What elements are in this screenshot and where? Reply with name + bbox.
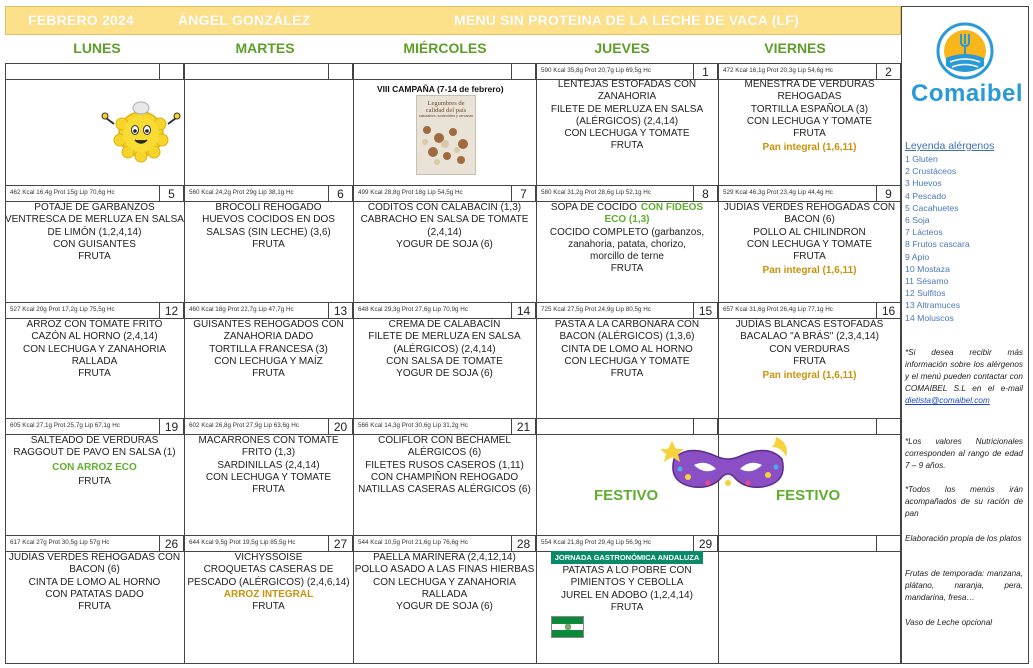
nutrition-values: 644 Kcal 9,5g Prot 19,5g Lip 85,5g Hc (189, 539, 296, 546)
dish-highlight: ARROZ INTEGRAL (223, 588, 314, 600)
dish-line: FRUTA (252, 238, 285, 250)
dish-line: (ALÉRGICOS) (2,4,14) (393, 343, 496, 355)
column-divider (718, 63, 719, 664)
dietitian-email-link[interactable]: dietista@comaibel.com (905, 396, 990, 405)
dish-line: ZANAHORIA (597, 91, 657, 103)
dish-line: POTAJE DE GARBANZOS (34, 202, 155, 213)
dish-line: CON CHAMPIÑON REHOGADO (370, 471, 519, 483)
nutrition-values: 529 Kcal 46,3g Prot 23,4g Lip 44,4g Hc (723, 189, 833, 196)
dish-line: FRUTA (252, 368, 285, 380)
dish-line: YOGUR DE SOJA (6) (396, 601, 493, 613)
date-number: 20 (328, 419, 352, 434)
allergen-item: 6 Soja (905, 215, 930, 226)
header-student-name: ÁNGEL GONZÁLEZ (178, 12, 311, 28)
dish-line: CON PATATAS DADO (45, 588, 144, 600)
nutrition-values: 472 Kcal 16,1g Prot 20,3g Lip 54,6g Hc (723, 67, 833, 74)
allergen-item: 1 Gluten (905, 154, 938, 164)
bread-note-inline: Pan integral (1,6,11) (762, 265, 857, 277)
date-number: 16 (876, 303, 900, 318)
dish-line: RAGGOUT DE PAVO EN SALSA (1) (13, 447, 176, 459)
nutrition-values: 560 Kcal 24,2g Prot 29g Lip 38,1g Hc (189, 189, 294, 196)
nutrition-values: 657 Kcal 31,6g Prot 26,4g Lip 77,1g Hc (723, 306, 833, 313)
day-label-thursday: JUEVES (594, 40, 650, 56)
dish-line: (ALÉRGICOS) (2,4,14) (575, 115, 679, 127)
dish-line: CON LECHUGA Y ZANAHORIA (23, 343, 166, 355)
dish-line: FRUTA (78, 601, 111, 613)
dish-line: ZANAHORIA DADO (223, 331, 314, 343)
dish-line: HUEVOS COCIDOS EN DOS (202, 214, 335, 226)
dish-line: FRUTA (78, 475, 111, 487)
date-number: 5 (159, 186, 183, 201)
column-divider (353, 63, 354, 664)
allergen-item: 5 Cacahuetes (905, 202, 959, 213)
dish-line: FRUTA (793, 128, 826, 140)
dish-line: SALTEADO DE VERDURAS (30, 435, 159, 446)
nutrition-values: 566 Kcal 14,3g Prot 30,6g Lip 31,2g Hc (358, 422, 468, 429)
nutrition-values: 499 Kcal 28,8g Prot 18g Lip 54,5g Hc (358, 189, 463, 196)
dish-line: FRUTA (793, 355, 826, 367)
nutrition-values: 462 Kcal 16,4g Prot 15g Lip 70,6g Hc (10, 189, 115, 196)
optional-milk-note: Vaso de Leche opcional (905, 618, 993, 627)
dish-line: ALÉRGICOS (6) (407, 447, 482, 459)
allergen-item: 14 Moluscos (905, 312, 954, 323)
dish-line: VICHYSSOISE (234, 552, 303, 563)
dish-line: BACON (6) (69, 564, 120, 576)
bread-note-inline: Pan integral (1,6,11) (762, 142, 857, 154)
dish-line: YOGUR DE SOJA (6) (396, 368, 493, 380)
dish-line: GUISANTES REHOGADOS CON (193, 319, 344, 330)
dish-line: TORTILLA ESPAÑOLA (3) (750, 103, 869, 115)
nutrition-values: 554 Kcal 21,8g Prot 29,4g Lip 56,9g Hc (541, 539, 651, 546)
allergen-item: 10 Mostaza (905, 263, 950, 274)
dish-line: PATATAS A LO POBRE CON (562, 565, 692, 576)
dish-line: LENTEJAS ESTOFADAS CON (557, 79, 697, 90)
event-badge: JORNADA GASTRONÓMICA ANDALUZA (551, 551, 704, 564)
bread-note: *Todos los menús irán acompañados de su ración de pan (905, 485, 1023, 518)
dish-line: (2,4,14) (427, 226, 462, 238)
date-number: 8 (693, 186, 717, 201)
seasonal-fruit-note: Frutas de temporada: manzana, plátano, naranja, pera, mandarina, fresa… (905, 569, 1023, 602)
date-number: 13 (328, 303, 352, 318)
dish-line: CREMA DE CALABACÍN (388, 319, 501, 330)
dish-line: morcillo de terne (590, 251, 664, 263)
dish-line: POLLO ASADO A LAS FINAS HIERBAS (354, 564, 535, 576)
dish-line: CINTA DE LOMO AL HORNO (561, 343, 693, 355)
allergen-item: 2 Crustáceos (905, 166, 957, 177)
dish-line: PAELLA MARINERA (2,4,12,14) (373, 552, 516, 563)
nutrition-values: 544 Kcal 10,5g Prot 21,6g Lip 76,6g Hc (358, 539, 468, 546)
allergen-item: 4 Pescado (905, 190, 947, 201)
dish-line: DE LIMÓN (1,2,4,14) (47, 226, 142, 238)
allergen-legend-title: Leyenda alérgenos (905, 140, 995, 152)
bread-note-inline: Pan integral (1,6,11) (762, 370, 857, 382)
dish-line: CON LECHUGA Y ZANAHORIA (373, 576, 516, 588)
allergen-item: 9 Apio (905, 251, 930, 262)
dish-text: SOPA DE COCIDO (550, 202, 637, 213)
dish-line: zanahoria, patata, chorizo, (568, 238, 686, 250)
dish-line: CON LECHUGA Y TOMATE (746, 115, 873, 127)
nutrition-values: 602 Kcal 26,8g Prot 27,9g Lip 63,6g Hc (189, 422, 299, 429)
dish-line: CON LECHUGA Y MAÍZ (214, 355, 323, 367)
dish-line: REHOGADAS (777, 91, 842, 103)
dish-line: JUDÍAS VERDES REHOGADAS CON (8, 552, 181, 563)
dish-line: CON LECHUGA Y TOMATE (564, 355, 690, 367)
dish-line: COCIDO COMPLETO (garbanzos, (549, 226, 705, 238)
dish-line: FRUTA (78, 251, 111, 263)
dish-line: COLIFLOR CON BECHAMEL (378, 435, 511, 446)
day-label-tuesday: MARTES (235, 40, 295, 56)
dish-line: JUREL EN ADOBO (1,2,4,14) (561, 589, 693, 601)
weekday-header-row (5, 36, 901, 62)
dish-line: FRUTA (252, 484, 285, 496)
day-label-wednesday: MIÉRCOLES (403, 40, 487, 56)
column-divider (184, 63, 185, 664)
dish-line: BACON (ALÉRGICOS) (1,3,6) (559, 331, 695, 343)
eco-label: ECO (1,3) (604, 214, 650, 226)
dish-line: ARROZ CON TOMATE FRITO (26, 319, 163, 330)
date-number: 7 (511, 186, 535, 201)
dish-line: FILETE DE MERLUZA EN SALSA (550, 103, 704, 115)
dish-line: PIMIENTOS Y CEBOLLA (570, 577, 684, 589)
nutrition-values: 617 Kcal 27g Prot 30,5g Lip 57g Hc (10, 539, 110, 546)
nutrition-values: 725 Kcal 27,5g Prot 24,9g Lip 80,5g Hc (541, 306, 651, 313)
dish-line: PASTA A LA CARBONARA CON (554, 319, 700, 330)
allergen-legend-list (905, 153, 970, 324)
dish-line: FILETES RUSOS CASEROS (1,11) (365, 459, 524, 471)
allergen-item: 12 Sulfitos (905, 288, 946, 299)
dish-line: CAZÓN AL HORNO (2,4,14) (31, 331, 158, 343)
carnival-mask-icon (658, 435, 798, 501)
dish-line: CON VERDURAS (769, 343, 850, 355)
dish-line: CON LECHUGA Y TOMATE (564, 128, 690, 140)
dish-line: YOGUR DE SOJA (6) (396, 238, 493, 250)
date-number: 29 (693, 536, 717, 551)
dish-line: CINTA DE LOMO AL HORNO (28, 576, 161, 588)
dish-line: FRUTA (610, 263, 644, 275)
dish-line: BACON (6) (784, 214, 835, 226)
dish-line: VENTRESCA DE MERLUZA EN SALSA (5, 214, 184, 226)
day-label-monday: LUNES (73, 40, 121, 56)
date-number: 28 (511, 536, 535, 551)
dish-line: CON GUISANTES (53, 238, 136, 250)
dish-line: SARDINILLAS (2,4,14) (217, 459, 320, 471)
dish-line: JUDÍAS VERDES REHOGADAS CON (723, 202, 896, 213)
day-label-friday: VIERNES (764, 40, 826, 56)
dish-line: FRUTA (610, 601, 644, 613)
dish-line: SALSAS (SIN LECHE) (3,6) (206, 226, 331, 238)
header-month: FEBRERO 2024 (28, 12, 134, 28)
dish-line: FILETE DE MERLUZA EN SALSA (368, 331, 521, 343)
comaibel-logo-icon (936, 22, 994, 80)
date-number: 1 (693, 64, 717, 79)
legume-book-cover-image (416, 95, 476, 175)
dish-line: JUDÍAS BLANCAS ESTOFADAS (735, 319, 884, 330)
campaign-label: VIII CAMPAÑA (7-14 de febrero) (377, 84, 504, 94)
date-number: 2 (876, 64, 900, 79)
dish-line: FRUTA (78, 368, 111, 380)
header-bar (5, 6, 901, 35)
date-number: 14 (511, 303, 535, 318)
nutrition-values: 580 Kcal 31,2g Prot 28,6g Lip 52,1g Hc (541, 189, 651, 196)
nutrition-range-note: *Los valores Nutricionales corresponden al rango de edad 7 – 9 años. (905, 437, 1023, 470)
dish-line: BACALAO "A BRÁS" (2,3,4,14) (740, 331, 879, 343)
date-number: 19 (159, 419, 183, 434)
dish-line: MENESTRA DE VERDURAS (744, 79, 875, 90)
brand-name: Comaibel (911, 80, 1024, 107)
dish-line: CROQUETAS CASERAS DE (203, 564, 334, 576)
dish-line: CODITOS CON CALABACIN (1,3) (367, 202, 522, 213)
holiday-label: FESTIVO (776, 487, 841, 504)
dish-line: CON LECHUGA Y TOMATE (746, 238, 873, 250)
dish-line: MACARRONES CON TOMATE (198, 435, 339, 446)
eco-label: CON ARROZ ECO (52, 461, 137, 473)
book-subtitle: saludables, sostenibles y cercanas (418, 114, 474, 118)
header-menu-title: MENU SIN PROTEINA DE LA LECHE DE VACA (LF) (454, 12, 799, 28)
dish-line: RALLADA (71, 355, 118, 367)
allergen-item: 7 Lácteos (905, 227, 943, 238)
dish-line: RALLADA (421, 588, 468, 600)
dish-line: POLLO AL CHILINDRON (753, 226, 866, 238)
allergen-item: 3 Huevos (905, 178, 942, 189)
nutrition-values: 605 Kcal 27,1g Prot 25,7g Lip 67,1g Hc (10, 422, 120, 429)
book-title-line-2: calidad del país (425, 107, 467, 114)
dish-line: FRUTA (252, 601, 285, 613)
sun-mascot-icon (98, 94, 184, 166)
dish-line: CON LECHUGA Y TOMATE (205, 471, 332, 483)
allergen-item: 13 Altramuces (905, 300, 961, 311)
allergen-item: 8 Frutos cascara (905, 239, 970, 250)
allergen-item: 11 Sésamo (905, 276, 949, 287)
column-divider (536, 63, 537, 664)
nutrition-values: 590 Kcal 35,8g Prot 20,7g Lip 69,5g Hc (541, 67, 651, 74)
holiday-label: FESTIVO (594, 487, 659, 504)
dish-line: TORTILLA FRANCESA (3) (209, 343, 328, 355)
date-number: 26 (159, 536, 183, 551)
nutrition-values: 460 Kcal 18g Prot 22,7g Lip 47,7g Hc (189, 306, 294, 313)
dish-line: PESCADO (ALÉRGICOS) (2,4,6,14) (187, 576, 350, 588)
date-number: 6 (328, 186, 352, 201)
date-number: 21 (511, 419, 535, 434)
nutrition-values: 648 Kcal 29,3g Prot 27,6g Lip 70,9g Hc (358, 306, 468, 313)
contact-note-text: *Si desea recibir más información sobre los alérgenos y el menú pueden contactar con COMAIBEL S.L en el e-mail (905, 348, 1023, 393)
date-number: 12 (159, 303, 183, 318)
date-number: 15 (693, 303, 717, 318)
date-number: 9 (876, 186, 900, 201)
andalusia-flag-icon (551, 616, 584, 638)
dish-line: CON SALSA DE TOMATE (386, 355, 503, 367)
dish-line: BROCOLI REHOGADO (215, 202, 322, 213)
dish-line: NATILLAS CASERAS ALÉRGICOS (6) (358, 484, 531, 496)
eco-label: CON FIDEOS (640, 202, 704, 213)
dish-line: FRUTA (793, 251, 826, 263)
dish-line: FRUTA (610, 368, 644, 380)
date-number: 27 (328, 536, 352, 551)
nutrition-values: 527 Kcal 20g Prot 17,2g Lip 75,5g Hc (10, 306, 115, 313)
dish-line: FRITO (1,3) (241, 447, 296, 459)
dish-line: FRUTA (610, 140, 644, 152)
homemade-note: Elaboración propia de los platos (905, 534, 1022, 543)
dish-line: CABRACHO EN SALSA DE TOMATE (360, 214, 529, 226)
book-title-line-1: Legumbres de (427, 100, 465, 107)
contact-note (905, 347, 1023, 407)
